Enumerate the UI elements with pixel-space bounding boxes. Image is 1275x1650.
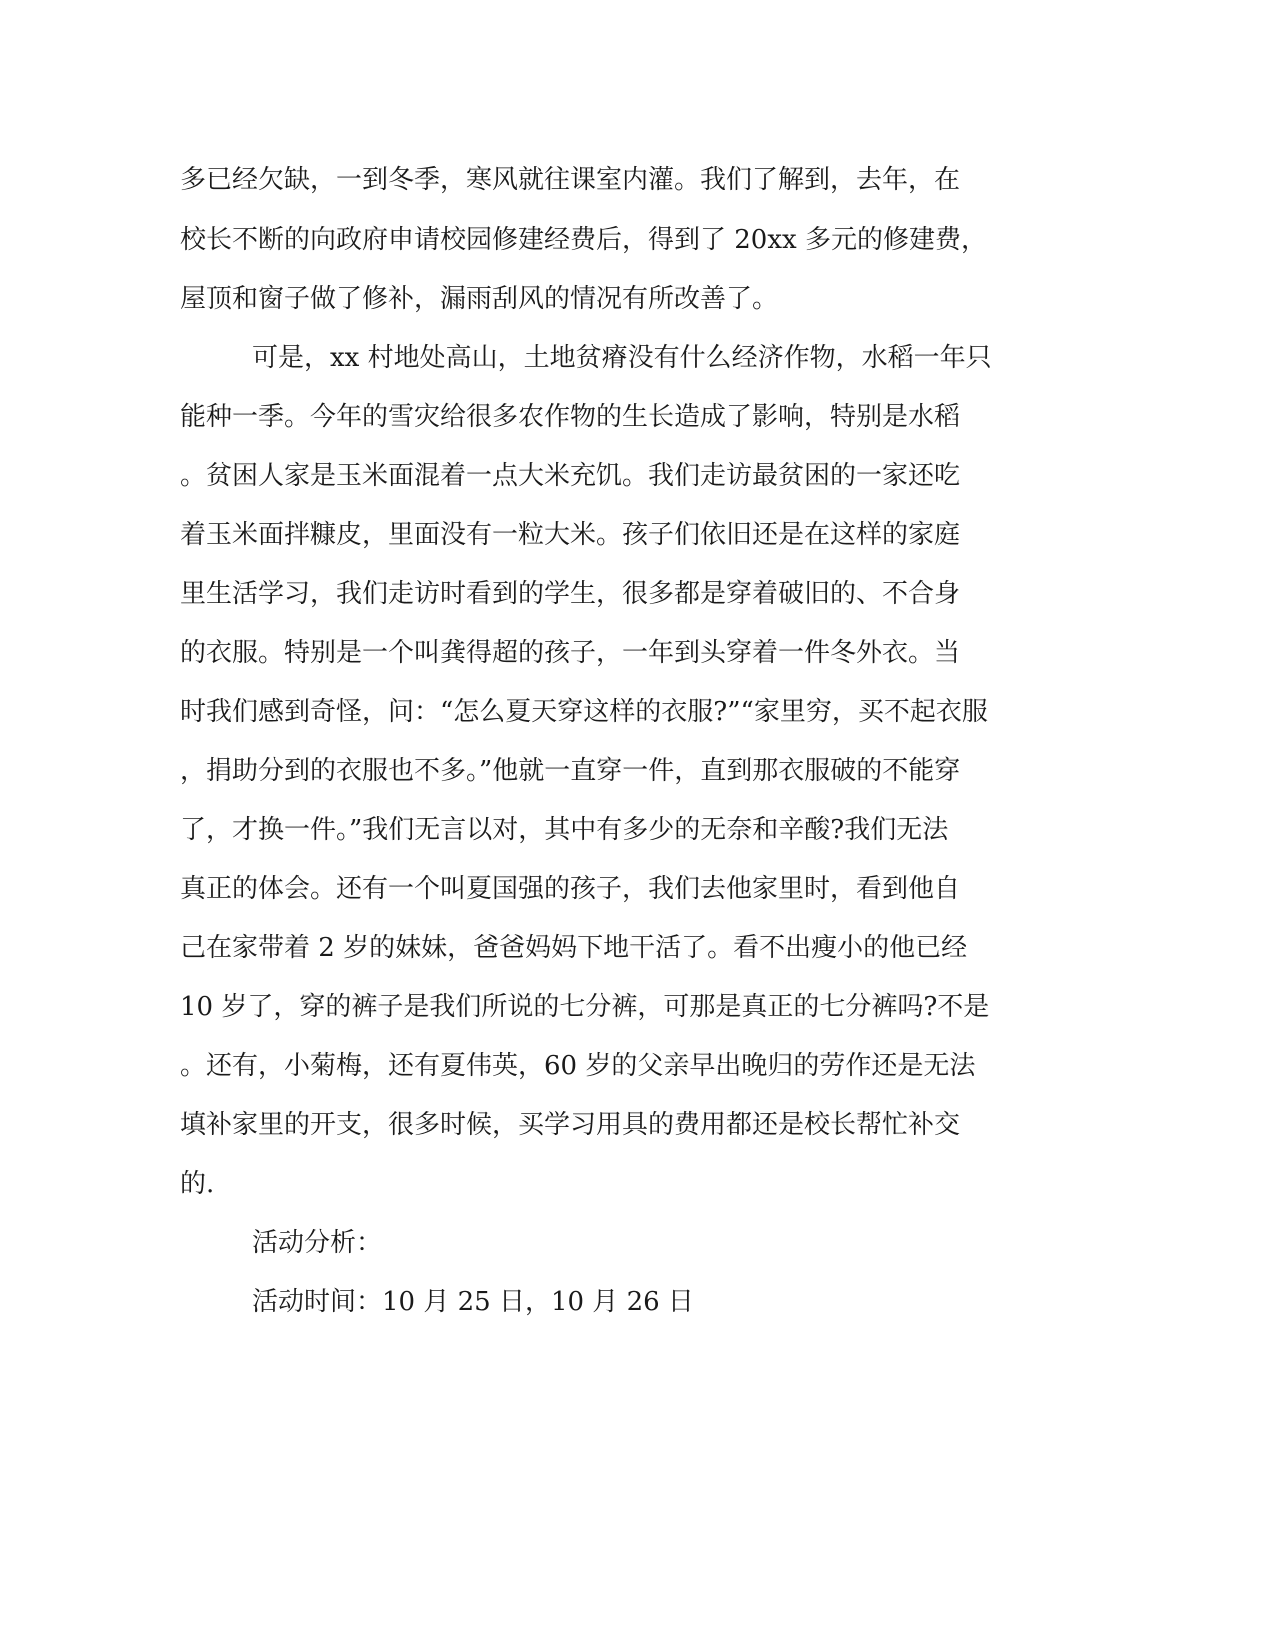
section-heading-activity-analysis: 活动分析： <box>252 1228 383 1258</box>
text-line-14: 己在家带着 2 岁的妹妹，爸爸妈妈下地干活了。看不出瘦小的他已经 <box>180 933 968 963</box>
text-line-10: 时我们感到奇怪，问：“怎么夏天穿这样的衣服?”“家里穷，买不起衣服 <box>180 697 988 727</box>
text-line-7: 着玉米面拌糠皮，里面没有一粒大米。孩子们依旧还是在这样的家庭 <box>180 520 961 550</box>
text-line-16: 。还有，小菊梅，还有夏伟英，60 岁的父亲早出晚归的劳作还是无法 <box>180 1051 976 1081</box>
text-line-11: ，捐助分到的衣服也不多。”他就一直穿一件，直到那衣服破的不能穿 <box>180 756 961 786</box>
activity-time-line: 活动时间：10 月 25 日，10 月 26 日 <box>252 1287 694 1317</box>
text-line-5: 能种一季。今年的雪灾给很多农作物的生长造成了影响，特别是水稻 <box>180 402 961 432</box>
text-line-12: 了，才换一件。”我们无言以对，其中有多少的无奈和辛酸?我们无法 <box>180 815 949 845</box>
text-line-2: 校长不断的向政府申请校园修建经费后，得到了 20xx 多元的修建费， <box>180 225 987 255</box>
text-line-13: 真正的体会。还有一个叫夏国强的孩子，我们去他家里时，看到他自 <box>180 874 961 904</box>
text-line-8: 里生活学习，我们走访时看到的学生，很多都是穿着破旧的、不合身 <box>180 579 961 609</box>
text-line-6: 。贫困人家是玉米面混着一点大米充饥。我们走访最贫困的一家还吃 <box>180 461 961 491</box>
text-line-9: 的衣服。特别是一个叫龚得超的孩子，一年到头穿着一件冬外衣。当 <box>180 638 961 668</box>
text-line-1: 多已经欠缺，一到冬季，寒风就往课室内灌。我们了解到，去年，在 <box>180 165 961 195</box>
text-line-15: 10 岁了，穿的裤子是我们所说的七分裤，可那是真正的七分裤吗?不是 <box>180 992 990 1022</box>
text-line-17: 填补家里的开支，很多时候，买学习用具的费用都还是校长帮忙补交 <box>180 1110 961 1140</box>
text-line-3: 屋顶和窗子做了修补，漏雨刮风的情况有所改善了。 <box>180 284 779 314</box>
text-line-4: 可是，xx 村地处高山，土地贫瘠没有什么经济作物，水稻一年只 <box>252 343 992 373</box>
text-line-18: 的. <box>180 1169 215 1199</box>
